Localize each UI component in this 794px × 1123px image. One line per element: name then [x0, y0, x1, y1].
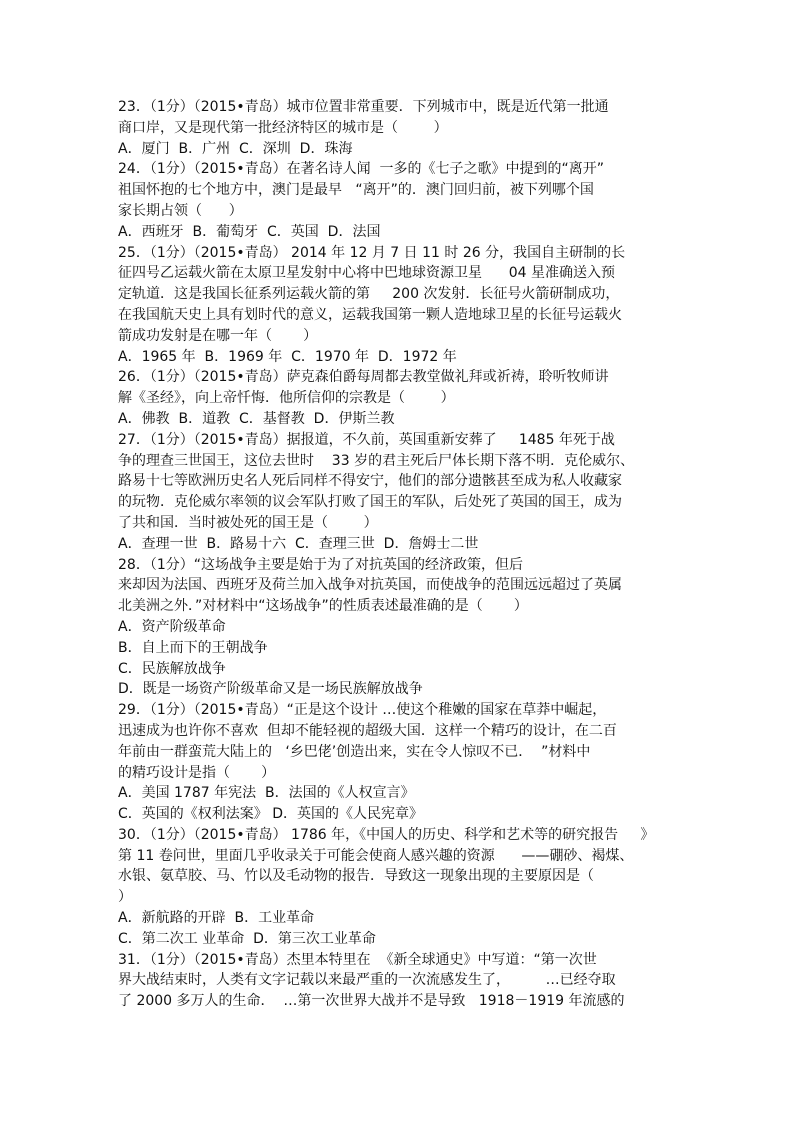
text-line: 28．（1分）“这场战争主要是始于为了对抗英国的经济政策，但后 [118, 556, 523, 573]
text-line: 在我国航天史上具有划时代的意义，运载我国第一颗人造地球卫星的长征号运载火 [118, 306, 622, 323]
answer-options: C．第二次工 业革命 D．第三次工业革命 [118, 930, 376, 947]
answer-option: C．民族解放战争 [118, 660, 226, 677]
text-line: 第 11 卷问世，里面几乎收录关于可能会使商人感兴趣的资源 ——硼砂、褐煤、 [118, 847, 634, 864]
text-line: 水银、氨草胶、马、竹以及毛动物的报告．导致这一现象出现的主要原因是（ [118, 868, 594, 885]
text-line: 27．（1分）（2015•青岛）据报道，不久前，英国重新安葬了 1485 年死于战 [118, 431, 615, 448]
answer-options: A．1965 年 B．1969 年 C．1970 年 D．1972 年 [118, 348, 457, 365]
text-line: 25．（1分）（2015•青岛） 2014 年 12 月 7 日 11 时 26 分，我国自主研制的长 [118, 244, 626, 261]
text-line: 了共和国．当时被处死的国王是（ ） [118, 514, 378, 531]
answer-option: B．自上而下的王朝战争 [118, 639, 268, 656]
text-line: 24．（1分）（2015•青岛）在著名诗人闻 一多的《七子之歌》中提到的“离开” [118, 161, 605, 178]
text-line: 29．（1分）（2015•青岛）“正是这个设计 …使这个稚嫩的国家在草莽中崛起， [118, 702, 607, 719]
text-line: 界大战结束时，人类有文字记载以来最严重的一次流感发生了， …已经夺取 [118, 972, 616, 989]
text-line: 的精巧设计是指（ ） [118, 764, 276, 781]
text-line: 年前由一群蛮荒大陆上的 ‘乡巴佬’创造出来，实在令人惊叹不已． ”材料中 [118, 743, 591, 760]
answer-option: D．既是一场资产阶级革命又是一场民族解放战争 [118, 681, 423, 698]
text-line: ） [118, 889, 132, 906]
text-line: 23．（1分）（2015•青岛）城市位置非常重要．下列城市中，既是近代第一批通 [118, 99, 609, 115]
answer-options: A．新航路的开辟 B．工业革命 [118, 910, 315, 927]
text-line: 定轨道．这是我国长征系列运载火箭的第 200 次发射．长征号火箭研制成功， [118, 286, 620, 303]
answer-options: A．厦门 B．广州 C．深圳 D．珠海 [118, 140, 353, 157]
answer-options: A．美国 1787 年宪法 B．法国的《人权宣言》 [118, 785, 415, 802]
text-line: 的玩物．克伦威尔率领的议会军队打败了国王的军队，后处死了英国的国王，成为 [118, 494, 622, 511]
text-line: 来却因为法国、西班牙及荷兰加入战争对抗英国，而使战争的范围远远超过了英属 [118, 577, 622, 594]
text-line: 箭成功发射是在哪一年（ ） [118, 327, 318, 344]
answer-options: A．佛教 B．道教 C．基督教 D．伊斯兰教 [118, 410, 395, 427]
answer-options: C．英国的《权利法案》 D．英国的《人民宪章》 [118, 806, 424, 823]
text-line: 家长期占领（ ） [118, 202, 243, 219]
text-line: 迅速成为也许你不喜欢 但却不能轻视的超级大国．这样一个精巧的设计，在二百 [118, 722, 617, 739]
text-line: 征四号乙运载火箭在太原卫星发射中心将中巴地球资源卫星 04 星准确送入预 [118, 265, 615, 282]
answer-options: A．西班牙 B．葡萄牙 C．英国 D．法国 [118, 223, 381, 240]
text-line: 祖国怀抱的七个地方中，澳门是最早 “离开”的．澳门回归前，被下列哪个国 [118, 182, 594, 199]
document-page [118, 97, 678, 1012]
text-line: 30．（1分）（2015•青岛） 1786 年，《中国人的历史、科学和艺术等的研究报告 》 [118, 826, 655, 843]
answer-options: A．查理一世 B．路易十六 C．查理三世 D．詹姆士二世 [118, 535, 479, 552]
text-line: 31．（1分）（2015•青岛）杰里本特里在 《新全球通史》中写道：“第一次世 [118, 951, 597, 968]
text-line: 26．（1分）（2015•青岛）萨克森伯爵每周都去教堂做礼拜或祈祷，聆听牧师讲 [118, 369, 609, 386]
text-line: 了 2000 多万人的生命． …第一次世界大战并不是导致 1918－1919 年流感的 [118, 993, 625, 1010]
text-line: 争的理查三世国王，这位去世时 33 岁的君主死后尸体长期下落不明．克伦威尔、 [118, 452, 635, 469]
text-line: 路易十七等欧洲历史名人死后同样不得安宁，他们的部分遗骸甚至成为私人收藏家 [118, 473, 622, 490]
answer-option: A．资产阶级革命 [118, 618, 226, 635]
text-line: 北美洲之外．”对材料中“这场战争”的性质表述最准确的是（ ） [118, 598, 528, 615]
text-line: 解《圣经》，向上帝忏悔．他所信仰的宗教是（ ） [118, 390, 455, 407]
text-line: 商口岸，又是现代第一批经济特区的城市是（ ） [118, 119, 448, 136]
